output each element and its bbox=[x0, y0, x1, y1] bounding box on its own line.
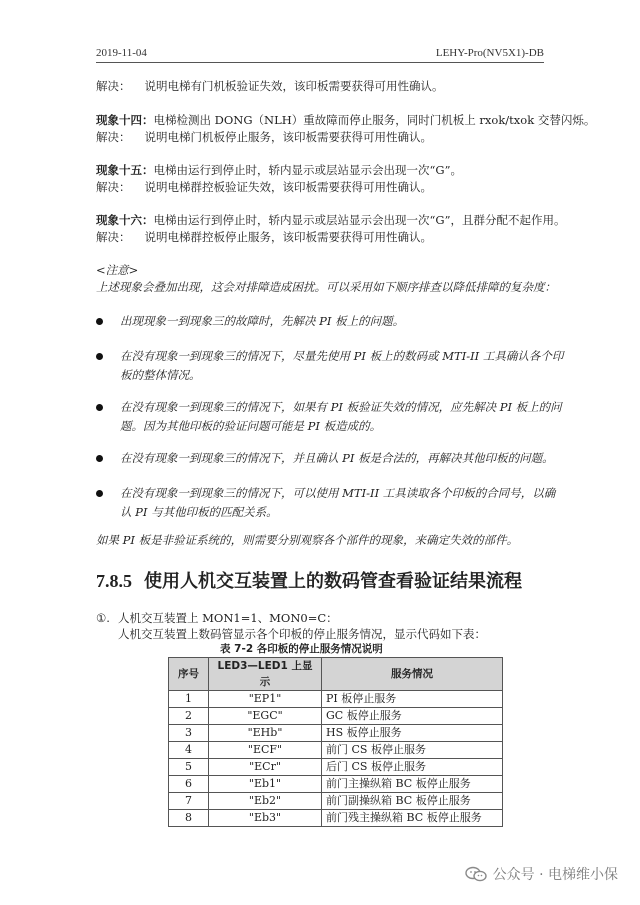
entry-phenomenon-16 bbox=[96, 212, 565, 228]
table-caption: 表 7-2 各印板的停止服务情况说明 bbox=[220, 643, 383, 655]
bullet-dot bbox=[96, 404, 103, 411]
entry-text: 说明电梯群控板验证失效，该印板需要获得可用性确认。 bbox=[144, 180, 432, 194]
entry-label: 解决： bbox=[96, 180, 131, 194]
entry-label: 现象十五： bbox=[96, 163, 154, 177]
entry-solution-16 bbox=[96, 229, 432, 245]
cell-service: 前门残主操纵箱 BC 板停止服务 bbox=[322, 810, 503, 827]
cell-led: "EHb" bbox=[209, 725, 322, 742]
column-header-led: LED3—LED1 上显示 bbox=[209, 658, 322, 691]
entry-solution-14 bbox=[96, 129, 432, 145]
cell-index: 7 bbox=[169, 793, 209, 810]
cell-index: 1 bbox=[169, 691, 209, 708]
cell-led: "Eb3" bbox=[209, 810, 322, 827]
bullet-line: 在没有现象一到现象三的情况下，可以使用 MTI-II 工具读取各个印板的合同号，以确 bbox=[120, 486, 556, 500]
cell-led: "Eb1" bbox=[209, 776, 322, 793]
column-header-service: 服务情况 bbox=[322, 658, 503, 691]
cell-index: 2 bbox=[169, 708, 209, 725]
table-row bbox=[169, 759, 503, 776]
cell-led: "ECF" bbox=[209, 742, 322, 759]
entry-text: 说明电梯群控板停止服务，该印板需要获得可用性确认。 bbox=[144, 230, 432, 244]
bullet-line: 出现现象一到现象三的故障时，先解决 PI 板上的问题。 bbox=[120, 314, 405, 328]
entry-solution-15 bbox=[96, 179, 432, 195]
bullet-line: 认 PI 与其他印板的匹配关系。 bbox=[120, 505, 278, 519]
cell-index: 3 bbox=[169, 725, 209, 742]
note-bullet-3 bbox=[120, 398, 562, 436]
bullet-line: 题。因为其他印板的验证问题可能是 PI 板造成的。 bbox=[120, 419, 382, 433]
cell-led: "EGC" bbox=[209, 708, 322, 725]
cell-led: "ECr" bbox=[209, 759, 322, 776]
header-doc-id: LEHY-Pro(NV5X1)-DB bbox=[435, 47, 544, 59]
note-bullet-1 bbox=[120, 312, 404, 331]
entry-phenomenon-15 bbox=[96, 162, 462, 178]
cell-service: HS 板停止服务 bbox=[322, 725, 503, 742]
entry-phenomenon-14 bbox=[96, 112, 595, 128]
table-row bbox=[169, 708, 503, 725]
entry-label: 解决： bbox=[96, 130, 131, 144]
cell-service: PI 板停止服务 bbox=[322, 691, 503, 708]
section-title: 使用人机交互装置上的数码管查看验证结果流程 bbox=[144, 571, 522, 592]
step-marker: ①. bbox=[96, 611, 110, 625]
bullet-dot bbox=[96, 318, 103, 325]
entry-text: 说明电梯门机板停止服务，该印板需要获得可用性确认。 bbox=[144, 130, 432, 144]
cell-led: "Eb2" bbox=[209, 793, 322, 810]
bullet-line: 板的整体情况。 bbox=[120, 368, 201, 382]
service-table bbox=[168, 657, 503, 827]
step-text: 人机交互装置上 MON1=1、MON0=C： bbox=[117, 611, 338, 625]
section-number: 7.8.5 bbox=[96, 571, 132, 591]
cell-service: 前门 CS 板停止服务 bbox=[322, 742, 503, 759]
bullet-line: 在没有现象一到现象三的情况下，如果有 PI 板验证失效的情况，应先解决 PI 板上的问 bbox=[120, 400, 562, 414]
bullet-dot bbox=[96, 490, 103, 497]
bullet-dot bbox=[96, 455, 103, 462]
entry-text: 说明电梯有门机板验证失效，该印板需要获得可用性确认。 bbox=[144, 79, 444, 93]
bullet-line: 在没有现象一到现象三的情况下，并且确认 PI 板是合法的，再解决其他印板的问题。 bbox=[120, 451, 554, 465]
entry-label: 解决： bbox=[96, 230, 131, 244]
cell-service: GC 板停止服务 bbox=[322, 708, 503, 725]
entry-solution-13 bbox=[96, 78, 444, 94]
bullet-dot bbox=[96, 353, 103, 360]
cell-service: 前门主操纵箱 BC 板停止服务 bbox=[322, 776, 503, 793]
table-row bbox=[169, 793, 503, 810]
header-date: 2019-11-04 bbox=[96, 47, 147, 59]
cell-service: 后门 CS 板停止服务 bbox=[322, 759, 503, 776]
table-row bbox=[169, 742, 503, 759]
watermark bbox=[465, 864, 618, 884]
entry-label: 现象十四： bbox=[96, 113, 154, 127]
entry-label: 解决： bbox=[96, 79, 131, 93]
table-header-row bbox=[169, 658, 503, 691]
note-closing: 如果 PI 板是非验证系统的，则需要分别观察各个部件的现象，来确定失效的部件。 bbox=[96, 533, 519, 547]
note-bullet-5 bbox=[120, 484, 555, 522]
cell-index: 4 bbox=[169, 742, 209, 759]
table-row bbox=[169, 776, 503, 793]
step-line-1 bbox=[96, 610, 338, 626]
cell-led: "EP1" bbox=[209, 691, 322, 708]
header-rule bbox=[96, 62, 544, 63]
cell-index: 8 bbox=[169, 810, 209, 827]
table-row bbox=[169, 810, 503, 827]
cell-service: 前门副操纵箱 BC 板停止服务 bbox=[322, 793, 503, 810]
table-row bbox=[169, 725, 503, 742]
cell-index: 5 bbox=[169, 759, 209, 776]
step-line-2: 人机交互装置上数码管显示各个印板的停止服务情况，显示代码如下表： bbox=[118, 627, 486, 641]
column-header-index: 序号 bbox=[169, 658, 209, 691]
watermark-text: 公众号 · 电梯维小保 bbox=[492, 867, 618, 883]
note-intro: 上述现象会叠加出现，这会对排障造成困扰。可以采用如下顺序排查以降低排障的复杂度： bbox=[96, 280, 556, 294]
cell-index: 6 bbox=[169, 776, 209, 793]
note-bullet-2 bbox=[120, 347, 563, 385]
entry-text: 电梯由运行到停止时，轿内显示或层站显示会出现一次“G”，且群分配不起作用。 bbox=[153, 213, 566, 227]
note-bullet-4 bbox=[120, 449, 554, 468]
bullet-line: 在没有现象一到现象三的情况下，尽量先使用 PI 板上的数码或 MTI-II 工具确认各个印 bbox=[120, 349, 564, 363]
note-title: <注意> bbox=[96, 263, 139, 277]
entry-label: 现象十六： bbox=[96, 213, 154, 227]
table-row bbox=[169, 691, 503, 708]
entry-text: 电梯检测出 DONG（NLH）重故障而停止服务，同时门机板上 rxok/txok 交替闪烁。 bbox=[153, 113, 596, 127]
wechat-icon bbox=[465, 866, 487, 882]
section-heading bbox=[96, 567, 522, 593]
entry-text: 电梯由运行到停止时，轿内显示或层站显示会出现一次“G”。 bbox=[153, 163, 462, 177]
